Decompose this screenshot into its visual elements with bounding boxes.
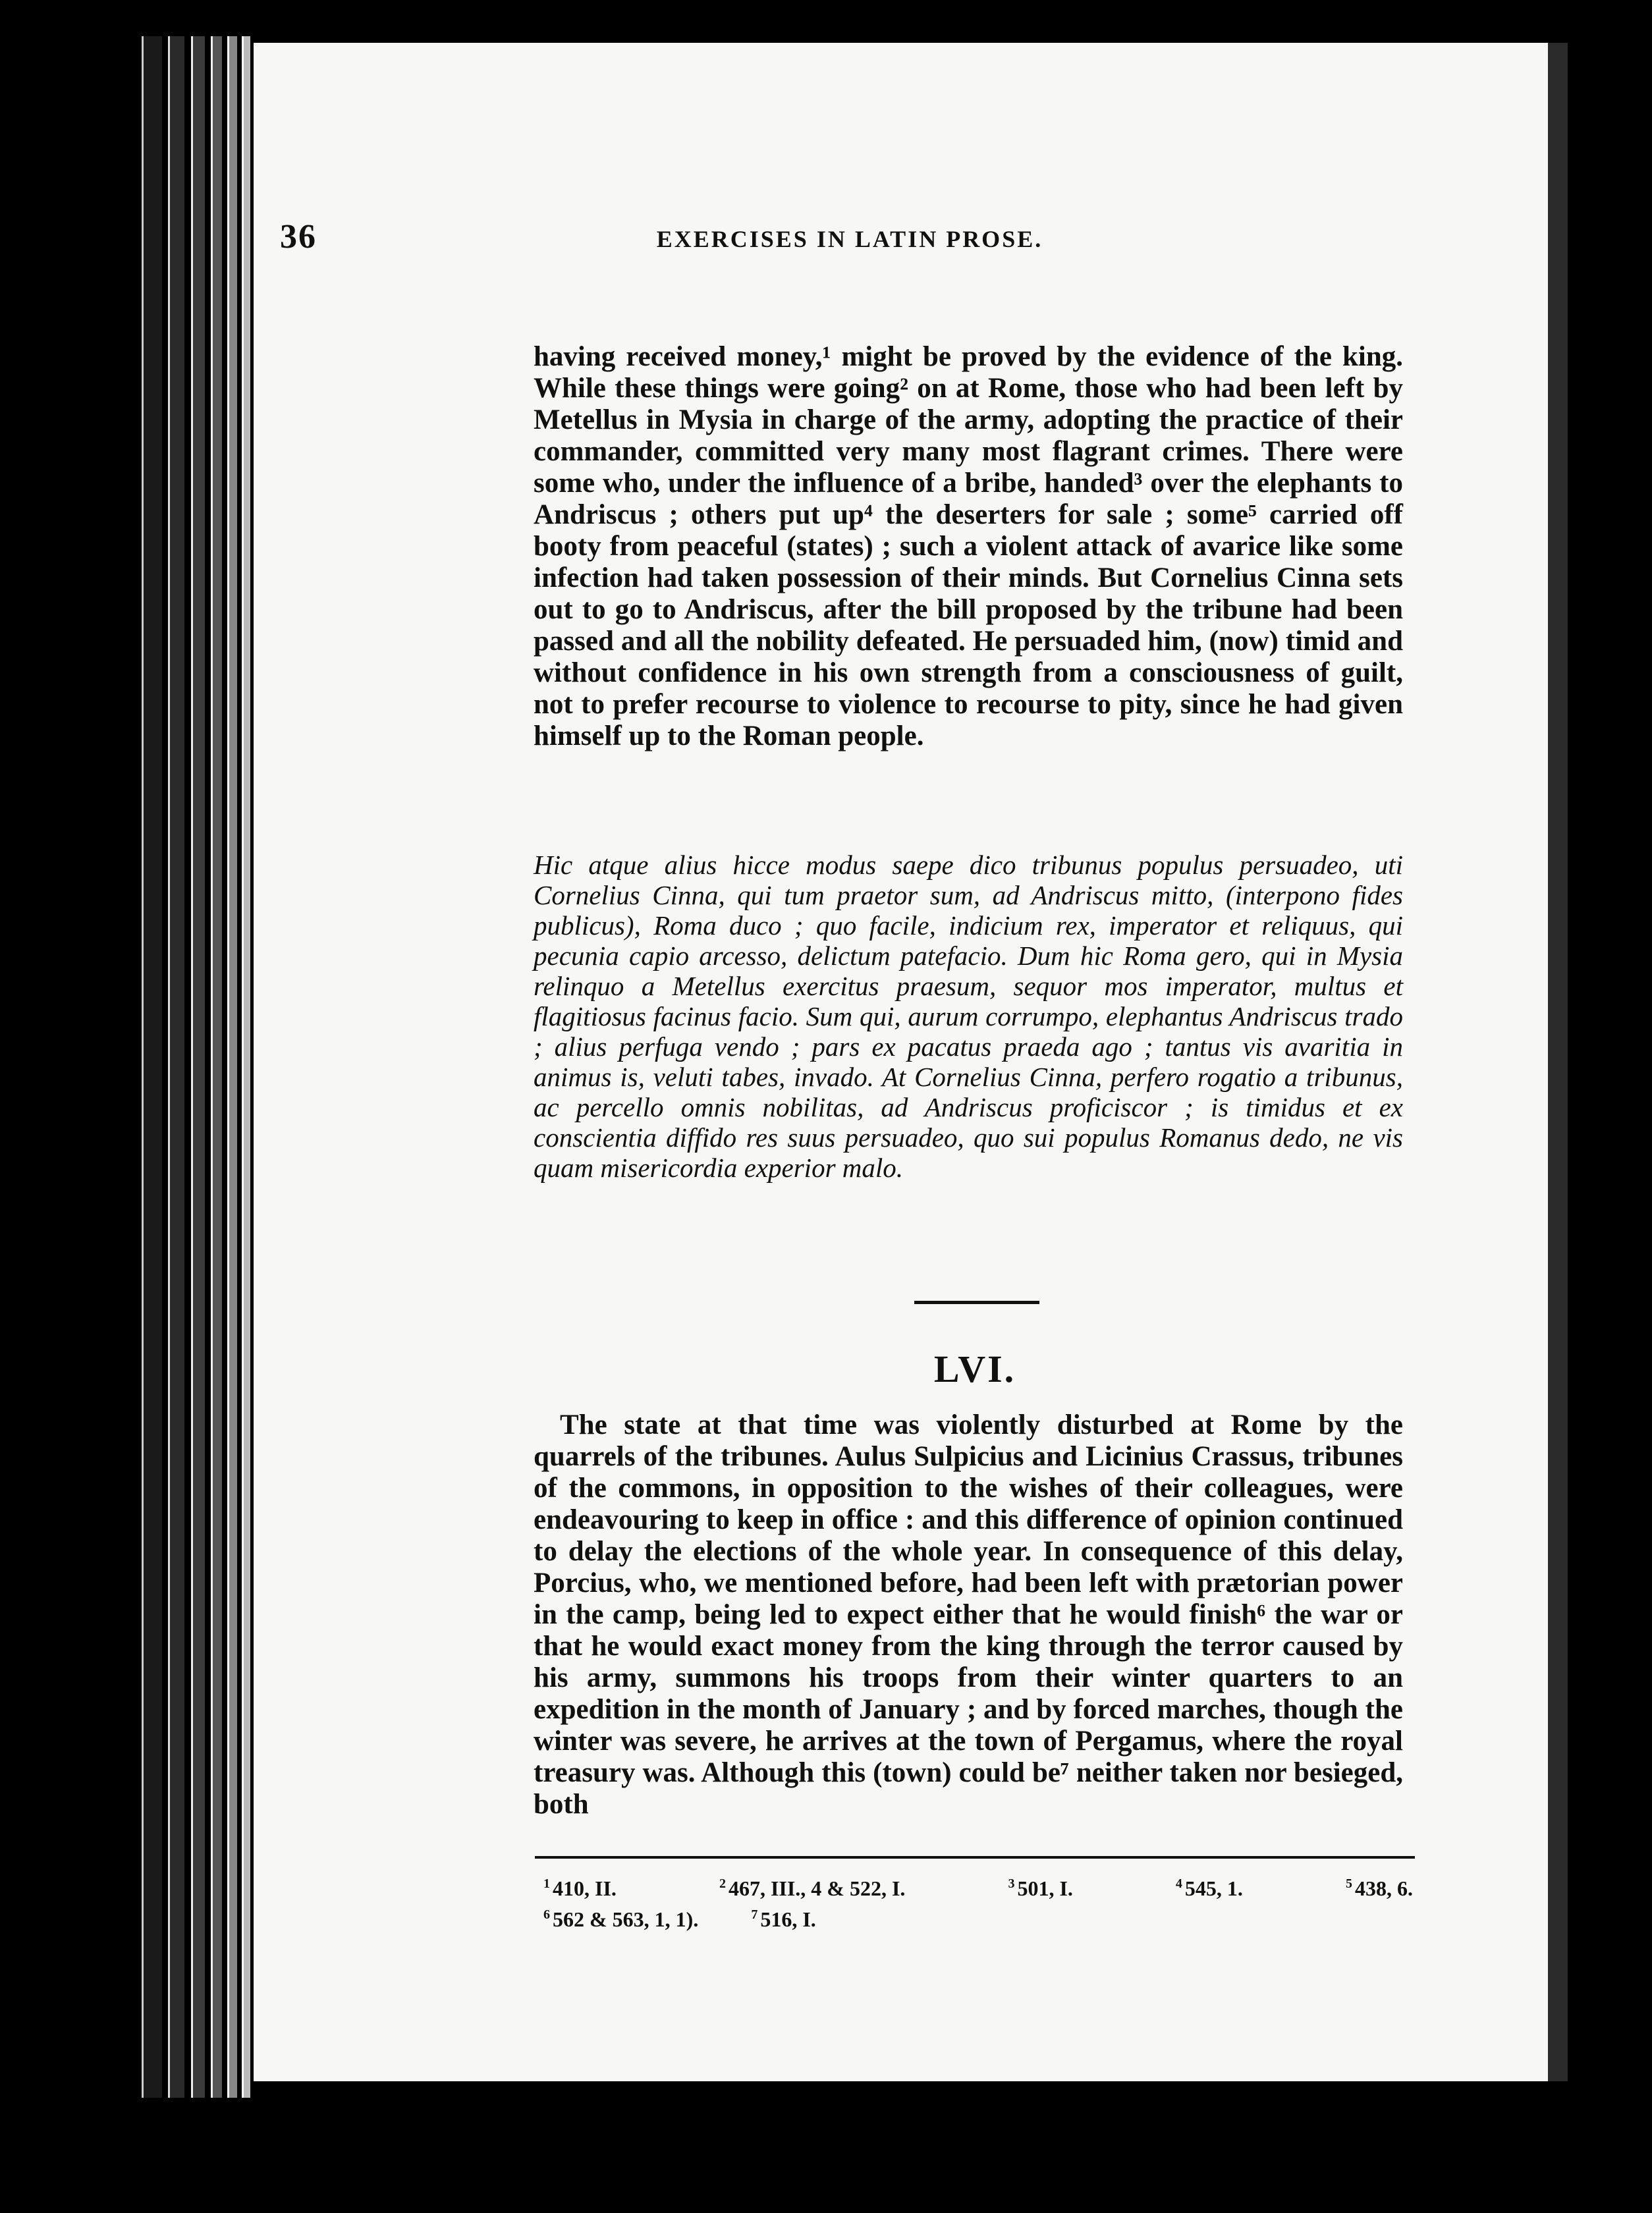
page-edge <box>227 36 237 2098</box>
page-edge <box>211 36 222 2098</box>
footnote: $^4$ 545, 1. <box>1175 1876 1243 1900</box>
running-head: EXERCISES IN LATIN PROSE. <box>656 226 1043 252</box>
english-paragraph-lvi-text: The state at that time was violently disturbed at Rome by the quarrels of the tribunes. Aulus Sulpicius and Licinius Crassus, tribunes of the commons, in opposition to the wishes of their colleagues, were endeavouring to keep in office : and this difference of opinion continued to delay the elections of the whole year. In consequence of this delay, Porcius, who, we mentioned before, had been left with prætorian power in the camp, being led to expect either that he would finish⁶ the war or that he would exact money from the king through the terror caused by his army, summons his troops from their winter quarters to an expedition in the month of January ; and by forced marches, though the winter was severe, he arrives at the town of Pergamus, where the royal treasury was. Although this (town) could be⁷ neither taken nor besieged, both <box>534 1409 1403 1820</box>
page-edge <box>242 36 250 2098</box>
footnote-rule <box>535 1856 1415 1859</box>
latin-paragraph: Hic atque alius hicce modus saepe dico tribunus populus persuadeo, uti Cornelius Cinna, qui tum praetor sum, ad Andriscus mitto, (interpono fides publicus), Roma duco ; quo facile, indicium rex, imperator et reliquus, qui pecunia capio arcesso, delictum patefacio. Dum hic Roma gero, qui in Mysia relinquo a Metellus exercitus praesum, sequor mos imperator, multus et flagitiosus facinus facio. Sum qui, aurum corrumpo, elephantus Andriscus trado ; alius perfuga vendo ; pars ex pacatus praeda ago ; tantus vis avaritia in animus is, veluti tabes, invado. At Cornelius Cinna, perfero rogatio a tribunus, ac percello omnis nobilitas, ad Andriscus proficiscor ; is timidus et ex conscientia diffido res suus persuadeo, quo sui populus Romanus dedo, ne vis quam misericordia experior malo. <box>534 850 1403 1183</box>
section-heading: LVI. <box>933 1348 1016 1390</box>
footnote: $^2$ 467, III., 4 & 522, I. <box>719 1876 906 1900</box>
page-number: 36 <box>280 218 317 256</box>
footnote: $^5$ 438, 6. <box>1345 1876 1413 1900</box>
footnotes <box>543 1871 1413 1932</box>
footnote: $^7$ 516, I. <box>751 1907 816 1931</box>
page-edge <box>191 36 205 2098</box>
page-header <box>280 217 1419 277</box>
footnote: $^1$ 410, II. <box>543 1876 617 1900</box>
footnote: $^3$ 501, I. <box>1008 1876 1073 1900</box>
english-paragraph-lvi <box>534 1409 1403 1820</box>
footnote: $^6$ 562 & 563, 1, 1). <box>543 1907 699 1931</box>
page-edge <box>142 36 162 2098</box>
book-page-edges <box>142 36 263 2098</box>
section-divider <box>914 1301 1039 1304</box>
page-edge <box>168 36 184 2098</box>
book-right-edge <box>1548 43 1568 2081</box>
english-paragraph-continued: having received money,¹ might be proved by the evidence of the king. While these things were going² on at Rome, those who had been left by Metellus in Mysia in charge of the army, adopting the practice of their commander, committed very many most flagrant crimes. There were some who, under the influence of a bribe, handed³ over the elephants to Andriscus ; others put up⁴ the deserters for sale ; some⁵ carried off booty from peaceful (states) ; such a violent attack of avarice like some infection had taken possession of their minds. But Cornelius Cinna sets out to go to Andriscus, after the bill proposed by the tribune had been passed and all the nobility defeated. He persuaded him, (now) timid and without confidence in his own strength from a consciousness of guilt, not to prefer recourse to violence to recourse to pity, since he had given himself up to the Roman people. <box>534 341 1403 751</box>
